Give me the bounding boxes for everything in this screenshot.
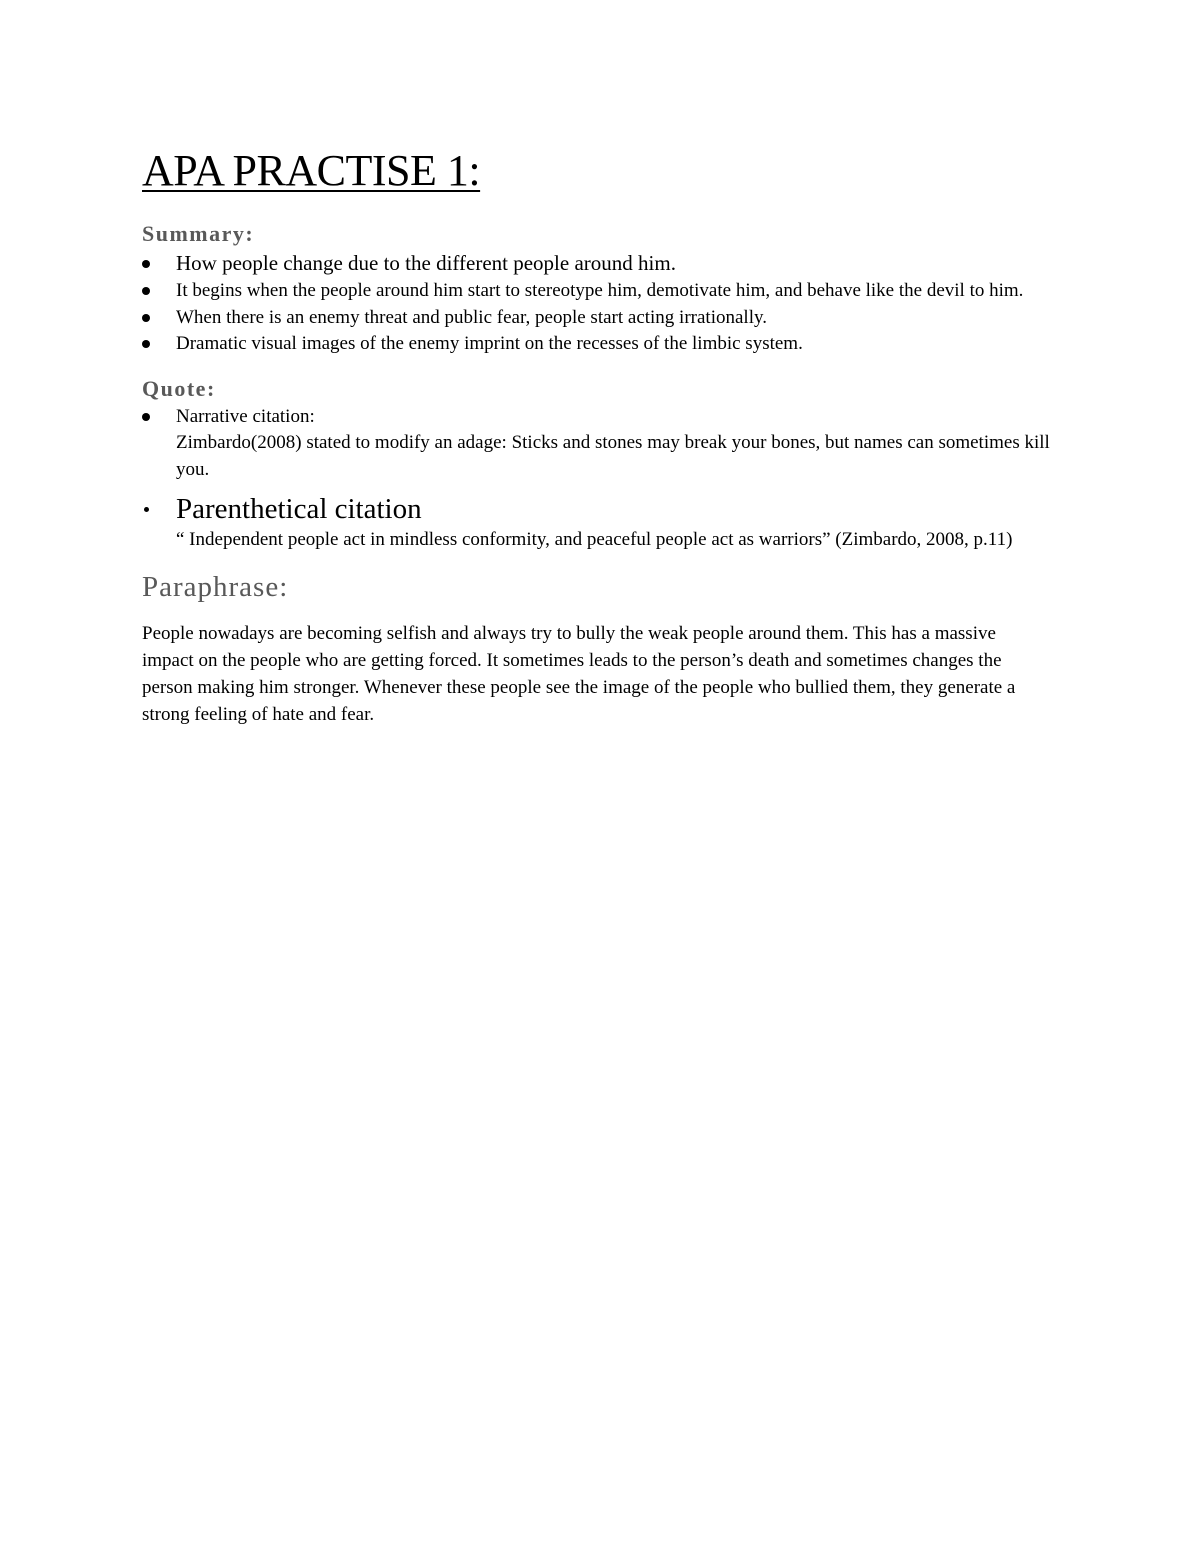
quote-heading: Quote:	[142, 375, 216, 401]
summary-item-text: When there is an enemy threat and public fear, people start acting irrationally.	[176, 306, 767, 328]
summary-list	[142, 249, 1062, 358]
document-title: APA PRACTISE 1:	[142, 146, 481, 195]
list-item	[142, 491, 1062, 554]
paraphrase-text: People nowadays are becoming selfish and always try to bully the weak people around them. This has a massive impact on the people who are getting forced. It sometimes leads to the person’s death and sometimes changes the person making him stronger. Whenever these people see the image of the people who bullied them, they generate a strong feeling of hate and fear.	[142, 622, 1016, 725]
list-item	[142, 305, 1062, 332]
document-page	[142, 140, 1062, 728]
summary-heading: Summary:	[142, 221, 255, 246]
bullet-icon	[144, 507, 149, 512]
list-item	[142, 331, 1062, 358]
bullet-icon	[142, 340, 150, 348]
bullet-icon	[142, 287, 150, 295]
list-item	[142, 278, 1062, 305]
bullet-icon	[142, 260, 150, 268]
quote-list	[142, 404, 1062, 554]
list-item	[142, 249, 1062, 278]
paraphrase-heading: Paraphrase:	[142, 570, 289, 603]
parenthetical-citation-label: Parenthetical citation	[176, 493, 422, 525]
narrative-citation-label: Narrative citation:	[176, 405, 315, 427]
summary-item-text: Dramatic visual images of the enemy imprint on the recesses of the limbic system.	[176, 333, 803, 354]
summary-item-text: It begins when the people around him start to stereotype him, demotivate him, and behave like the devil to him.	[176, 280, 1024, 301]
list-item	[142, 404, 1062, 484]
summary-item-text: How people change due to the different people around him.	[176, 251, 676, 275]
parenthetical-citation-text: “ Independent people act in mindless conformity, and peaceful people act as warriors” (Zimbardo, 2008, p.11)	[176, 529, 1013, 550]
narrative-citation-text: Zimbardo(2008) stated to modify an adage: Sticks and stones may break your bones, but names can sometimes kill you.	[176, 432, 1050, 480]
bullet-icon	[142, 413, 150, 421]
bullet-icon	[142, 314, 150, 322]
